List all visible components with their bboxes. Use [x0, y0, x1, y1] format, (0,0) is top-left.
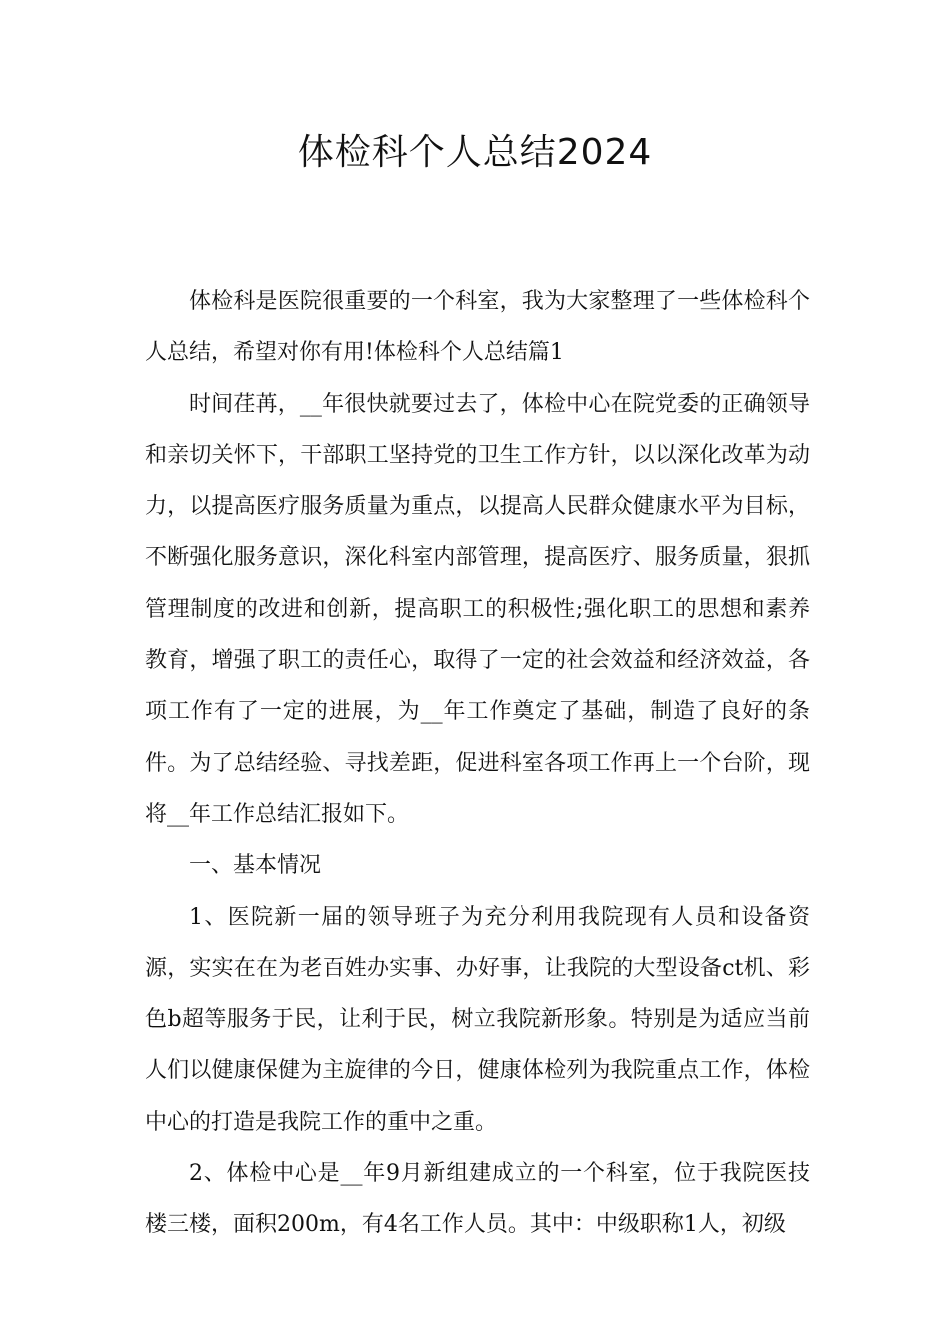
document-title: 体检科个人总结2024	[297, 132, 653, 173]
paragraph-overview: 时间荏苒，__年很快就要过去了，体检中心在院党委的正确领导和亲切关怀下，干部职工坚持党的卫生工作方针，以以深化改革为动力，以提高医疗服务质量为重点，以提高人民群众健康水平为目标，不断强化服务意识，深化科室内部管理，提高医疗、服务质量，狠抓管理制度的改进和创新，提高职工的积极性;强化职工的思想和素养教育，增强了职工的责任心，取得了一定的社会效益和经济效益，各项工作有了一定的进展，为__年工作奠定了基础，制造了良好的条件。为了总结经验、寻找差距，促进科室各项工作再上一个台阶，现将__年工作总结汇报如下。	[145, 391, 810, 827]
document-body	[145, 276, 810, 1251]
paragraph-item-1: 1、医院新一届的领导班子为充分利用我院现有人员和设备资源，实实在在为老百姓办实事、办好事，让我院的大型设备ct机、彩色b超等服务于民，让利于民，树立我院新形象。特别是为适应当前人们以健康保健为主旋律的今日，健康体检列为我院重点工作，体检中心的打造是我院工作的重中之重。	[145, 904, 810, 1135]
paragraph-item-2: 2、体检中心是__年9月新组建成立的一个科室，位于我院医技楼三楼，面积200m，有4名工作人员。其中：中级职称1人，初级	[145, 1161, 810, 1238]
paragraph-intro: 体检科是医院很重要的一个科室，我为大家整理了一些体检科个人总结，希望对你有用!体检科个人总结篇1	[145, 289, 810, 366]
section-heading-basic-situation: 一、基本情况	[189, 853, 322, 879]
